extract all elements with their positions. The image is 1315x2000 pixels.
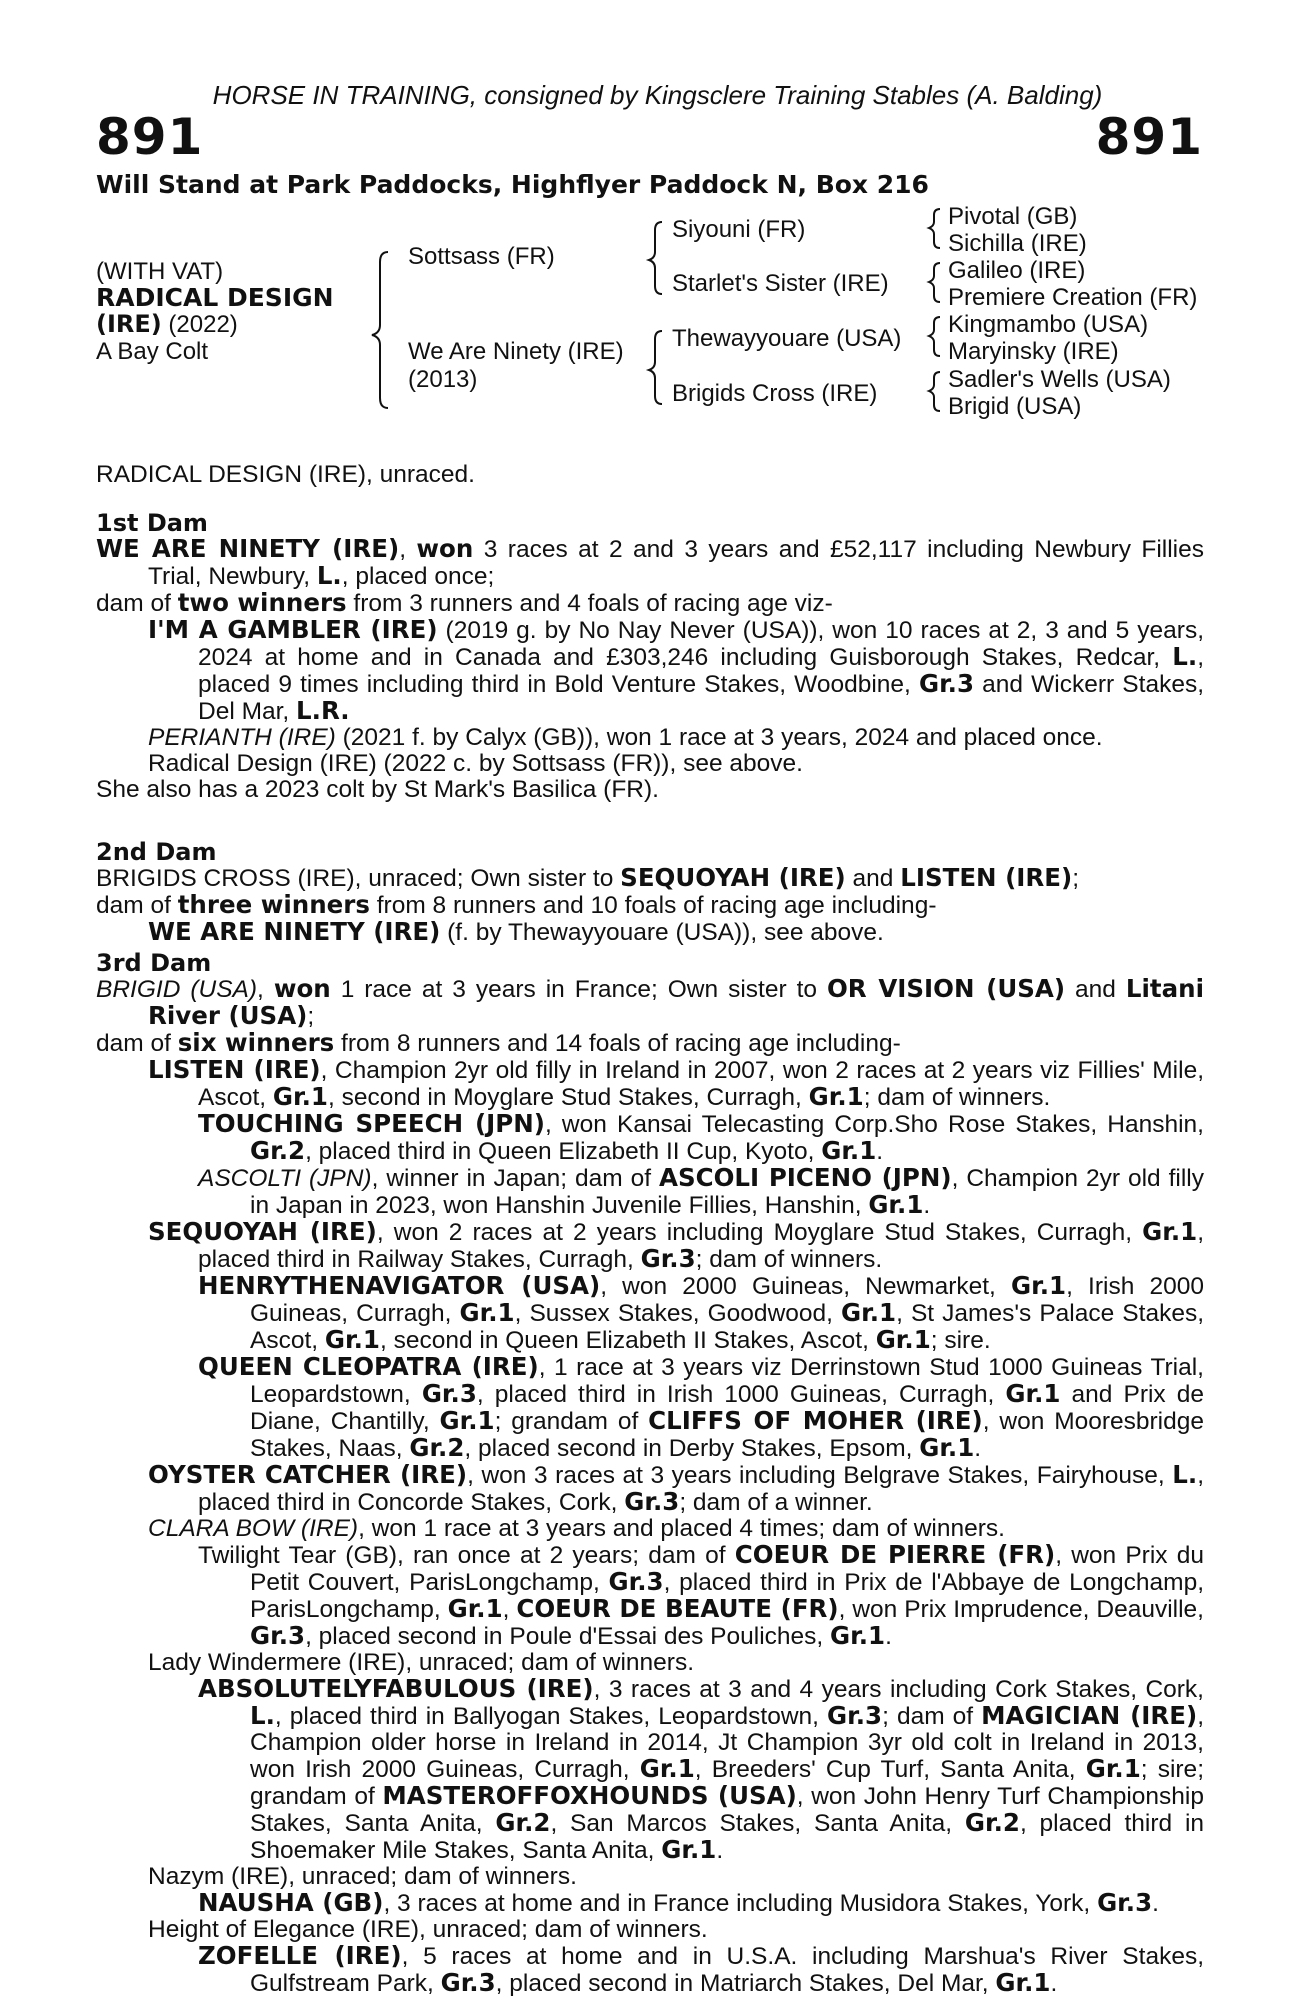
third-dam-heading: 3rd Dam	[96, 949, 212, 977]
third-dam-produce-summary: dam of six winners from 8 runners and 14 foals of racing age including-	[96, 1028, 901, 1057]
ggs-1: Pivotal (GB)	[948, 203, 1078, 230]
dam-year: (2013)	[408, 366, 478, 393]
ggs-5: Kingmambo (USA)	[948, 311, 1149, 338]
sire-dam: Starlet's Sister (IRE)	[672, 270, 889, 297]
produce-radical-design: Radical Design (IRE) (2022 c. by Sottsass (FR)), see above.	[148, 750, 803, 777]
ggs-2: Sichilla (IRE)	[948, 230, 1087, 257]
stabling-location: Will Stand at Park Paddocks, Highflyer Paddock N, Box 216	[96, 170, 929, 199]
first-dam-name: WE ARE NINETY (IRE)	[96, 534, 400, 563]
ggs-3: Galileo (IRE)	[948, 257, 1086, 284]
third-dam-entry: BRIGID (USA), won 1 race at 3 years in France; Own sister to OR VISION (USA) and Litani River (USA);	[96, 974, 1204, 1030]
produce-clara-bow: CLARA BOW (IRE), won 1 race at 3 years and placed 4 times; dam of winners.	[148, 1515, 1005, 1542]
vat-note: (WITH VAT)	[96, 258, 224, 285]
produce-lady-windermere: Lady Windermere (IRE), unraced; dam of winners.	[148, 1649, 695, 1676]
produce-queen-cleopatra: QUEEN CLEOPATRA (IRE), 1 race at 3 years viz Derrinstown Stud 1000 Guineas Trial, Leopardstown, Gr.3, placed third in Irish 1000 Guineas, Curragh, Gr.1 and Prix de Diane, Chantilly, Gr.1; grandam of CLIFFS OF MOHER (IRE), won Mooresbridge Stakes, Naas, Gr.2, placed second in Derby Stakes, Epsom, Gr.1.	[198, 1352, 1205, 1462]
produce-nausha: NAUSHA (GB), 3 races at home and in France including Musidora Stakes, York, Gr.3.	[198, 1888, 1159, 1917]
horse-origin-year	[96, 311, 238, 338]
sire-sire: Siyouni (FR)	[672, 216, 806, 243]
produce-we-are-ninety: WE ARE NINETY (IRE) (f. by Thewayyouare (USA)), see above.	[148, 917, 884, 946]
produce-height-of-elegance: Height of Elegance (IRE), unraced; dam of winners.	[148, 1916, 708, 1943]
horse-description: A Bay Colt	[96, 338, 209, 365]
produce-perianth: PERIANTH (IRE) (2021 f. by Calyx (GB)), won 1 race at 3 years, 2024 and placed once.	[148, 724, 1103, 751]
bracket-dam-line	[649, 331, 662, 404]
first-dam-entry: WE ARE NINETY (IRE), won 3 races at 2 and 3 years and £52,117 including Newbury Fillies Trial, Newbury, L., placed once;	[96, 534, 1204, 590]
dam: We Are Ninety (IRE)	[408, 338, 624, 365]
produce-henrythenavigator: HENRYTHENAVIGATOR (USA), won 2000 Guineas, Newmarket, Gr.1, Irish 2000 Guineas, Curragh, Gr.1, Sussex Stakes, Goodwood, Gr.1, St James's Palace Stakes, Ascot, Gr.1, second in Queen Elizabeth II Stakes, Ascot, Gr.1; sire.	[198, 1271, 1204, 1354]
produce-record	[96, 462, 1204, 1997]
produce-nazym: Nazym (IRE), unraced; dam of winners.	[148, 1863, 577, 1890]
ggs-4: Premiere Creation (FR)	[948, 284, 1198, 311]
consignment-header: HORSE IN TRAINING, consigned by Kingsclere Training Stables (A. Balding)	[212, 80, 1103, 110]
produce-zofelle: ZOFELLE (IRE), 5 races at home and in U.S.A. including Marshua's River Stakes, Gulfstream Park, Gr.3, placed second in Matriarch Stakes, Del Mar, Gr.1.	[198, 1941, 1205, 1997]
produce-im-a-gambler: I'M A GAMBLER (IRE) (2019 g. by No Nay Never (USA)), won 10 races at 2, 3 and 5 years, 2024 at home and in Canada and £303,246 including Guisborough Stakes, Redcar, L., placed 9 times including third in Bold Venture Stakes, Woodbine, Gr.3 and Wickerr Stakes, Del Mar, L.R.	[148, 615, 1205, 725]
produce-oyster-catcher: OYSTER CATCHER (IRE), won 3 races at 3 years including Belgrave Stakes, Fairyhouse, L., placed third in Concorde Stakes, Cork, Gr.3; dam of a winner.	[148, 1460, 1204, 1516]
bracket-sire-dam	[372, 252, 388, 408]
produce-twilight-tear: Twilight Tear (GB), ran once at 2 years; dam of COEUR DE PIERRE (FR), won Prix du Petit Couvert, ParisLongchamp, Gr.3, placed third in Prix de l'Abbaye de Longchamp, ParisLongchamp, Gr.1, COEUR DE BEAUTE (FR), won Prix Imprudence, Deauville, Gr.3, placed second in Poule d'Essai des Pouliches, Gr.1.	[198, 1540, 1204, 1650]
also-has: She also has a 2023 colt by St Mark's Basilica (FR).	[96, 776, 659, 803]
produce-absolutelyfabulous: ABSOLUTELYFABULOUS (IRE), 3 races at 3 and 4 years including Cork Stakes, Cork, L., placed third in Ballyogan Stakes, Leopardstown, Gr.3; dam of MAGICIAN (IRE), Champion older horse in Ireland in 2014, Jt Champion 3yr old colt in Ireland in 2013, won Irish 2000 Guineas, Curragh, Gr.1, Breeders' Cup Turf, Santa Anita, Gr.1; sire; grandam of MASTEROFFOXHOUNDS (USA), won John Henry Turf Championship Stakes, Santa Anita, Gr.2, San Marcos Stakes, Santa Anita, Gr.2, placed third in Shoemaker Mile Stakes, Santa Anita, Gr.1.	[198, 1674, 1205, 1864]
ggs-8: Brigid (USA)	[948, 393, 1082, 420]
intro-line: RADICAL DESIGN (IRE), unraced.	[96, 461, 475, 488]
second-dam-heading: 2nd Dam	[96, 838, 217, 866]
produce-ascolti: ASCOLTI (JPN), winner in Japan; dam of ASCOLI PICENO (JPN), Champion 2yr old filly in Japan in 2023, won Hanshin Juvenile Fillies, Hanshin, Gr.1.	[198, 1163, 1205, 1219]
second-dam-produce-summary: dam of three winners from 8 runners and 10 foals of racing age including-	[96, 890, 937, 919]
produce-listen: LISTEN (IRE), Champion 2yr old filly in Ireland in 2007, won 2 races at 2 years viz Fillies' Mile, Ascot, Gr.1, second in Moyglare Stud Stakes, Curragh, Gr.1; dam of winners.	[148, 1055, 1204, 1111]
bracket-sire-line	[649, 222, 662, 294]
bracket-dd	[929, 372, 940, 411]
sire: Sottsass (FR)	[408, 243, 555, 270]
bracket-ds	[929, 317, 940, 356]
dam-sire: Thewayyouare (USA)	[672, 325, 902, 352]
second-dam-entry: BRIGIDS CROSS (IRE), unraced; Own sister to SEQUOYAH (IRE) and LISTEN (IRE);	[96, 863, 1080, 892]
horse-year: (2022)	[168, 311, 238, 338]
bracket-sd	[929, 263, 940, 302]
dam-dam: Brigids Cross (IRE)	[672, 380, 878, 407]
bracket-ss	[929, 209, 940, 248]
lot-number-left: 891	[96, 108, 204, 166]
horse-name: RADICAL DESIGN	[96, 283, 334, 312]
lot-number-right: 891	[1095, 108, 1203, 166]
horse-origin: (IRE)	[96, 310, 162, 338]
produce-sequoyah: SEQUOYAH (IRE), won 2 races at 2 years including Moyglare Stud Stakes, Curragh, Gr.1, placed third in Railway Stakes, Curragh, Gr.3; dam of winners.	[148, 1217, 1205, 1273]
first-dam-heading: 1st Dam	[96, 509, 208, 537]
ggs-7: Sadler's Wells (USA)	[948, 366, 1171, 393]
ggs-6: Maryinsky (IRE)	[948, 338, 1119, 365]
first-dam-produce-summary: dam of two winners from 3 runners and 4 foals of racing age viz-	[96, 588, 833, 617]
produce-touching-speech: TOUCHING SPEECH (JPN), won Kansai Telecasting Corp.Sho Rose Stakes, Hanshin, Gr.2, placed third in Queen Elizabeth II Cup, Kyoto, Gr.1.	[198, 1109, 1204, 1165]
